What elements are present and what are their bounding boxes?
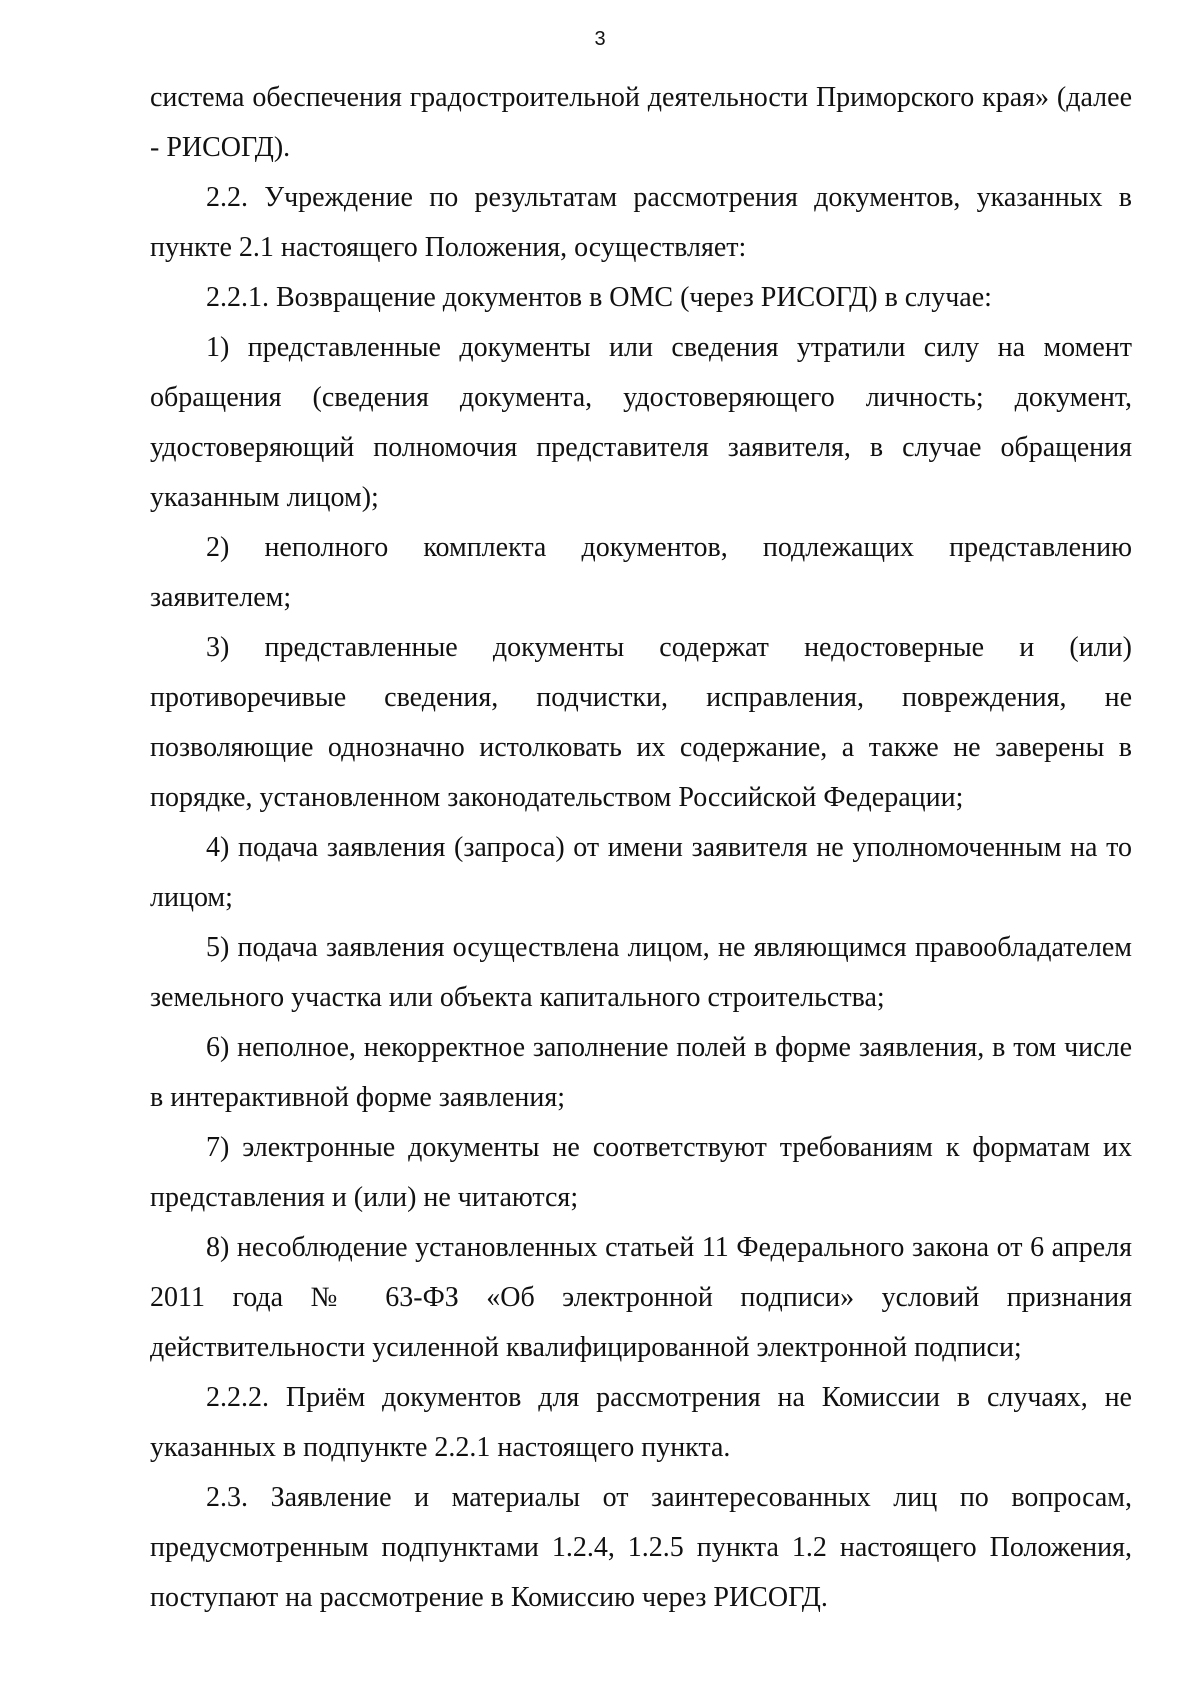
list-item-4: 4) подача заявления (запроса) от имени заявителя не уполномоченным на то лицом; — [150, 832, 1132, 913]
paragraph-2-2-2: 2.2.2. Приём документов для рассмотрения на Комиссии в случаях, не указанных в подпункте 2.2.1 настоящего пункта. — [150, 1382, 1132, 1463]
document-body — [150, 73, 1132, 1623]
list-item-8: 8) несоблюдение установленных статьей 11 Федерального закона от 6 апреля 2011 года № 63-ФЗ «Об электронной подписи» условий признания действительности усиленной квалифицированной электронной подписи; — [150, 1232, 1132, 1363]
list-item-5: 5) подача заявления осуществлена лицом, не являющимся правообладателем земельного участка или объекта капитального строительства; — [150, 932, 1132, 1013]
page-number: 3 — [594, 28, 606, 50]
list-item-7: 7) электронные документы не соответствуют требованиям к форматам их представления и (или) не читаются; — [150, 1132, 1132, 1213]
list-item-1: 1) представленные документы или сведения утратили силу на момент обращения (сведения документа, удостоверяющего личность; документ, удостоверяющий полномочия представителя заявителя, в случае обращения указанным лицом); — [150, 332, 1132, 513]
paragraph-2-2-1: 2.2.1. Возвращение документов в ОМС (через РИСОГД) в случае: — [206, 282, 992, 313]
list-item-3: 3) представленные документы содержат недостоверные и (или) противоречивые сведения, подчистки, исправления, повреждения, не позволяющие однозначно истолковать их содержание, а также не заверены в порядке, установленном законодательством Российской Федерации; — [150, 632, 1132, 813]
list-item-6: 6) неполное, некорректное заполнение полей в форме заявления, в том числе в интерактивной форме заявления; — [150, 1032, 1132, 1113]
paragraph-continuation: система обеспечения градостроительной деятельности Приморского края» (далее - РИСОГД). — [150, 82, 1132, 163]
paragraph-2-3: 2.3. Заявление и материалы от заинтересованных лиц по вопросам, предусмотренным подпунктами 1.2.4, 1.2.5 пункта 1.2 настоящего Положения, поступают на рассмотрение в Комиссию через РИСОГД. — [150, 1482, 1132, 1613]
list-item-2: 2) неполного комплекта документов, подлежащих представлению заявителем; — [150, 532, 1132, 613]
paragraph-2-2: 2.2. Учреждение по результатам рассмотрения документов, указанных в пункте 2.1 настоящего Положения, осуществляет: — [150, 182, 1132, 263]
